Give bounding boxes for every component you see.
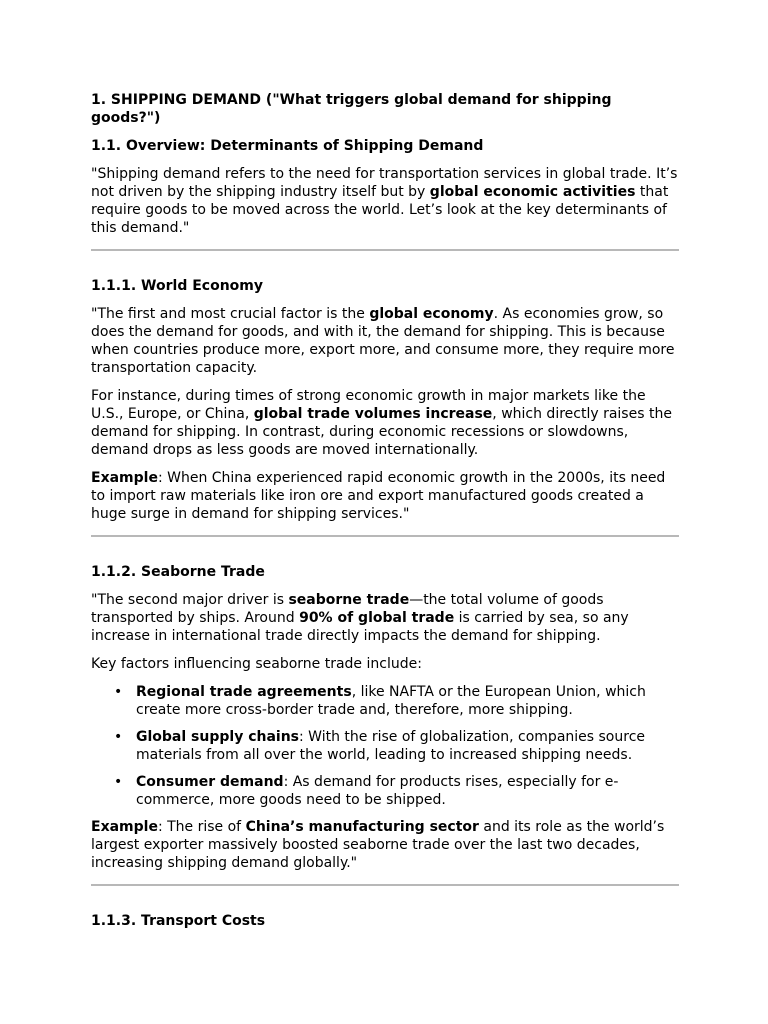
text-run: "The second major driver is [91, 592, 289, 608]
text-run: and its role as the world’s largest exporter massively boosted seaborne trade over the last two decades, increasing shipping demand globally." [91, 819, 665, 871]
transport-costs-heading: 1.1.3. Transport Costs [91, 913, 266, 929]
seaborne-trade-heading: 1.1.2. Seaborne Trade [91, 564, 265, 580]
world-economy-paragraph-1 [91, 305, 679, 377]
text-run: For instance, during times of strong economic growth in major markets like the U.S., Europe, or China, [91, 388, 646, 422]
text-run: "Shipping demand refers to the need for transportation services in global trade. It’s not driven by the shipping industry itself but by [91, 166, 678, 200]
list-item [136, 683, 679, 719]
text-run: "The first and most crucial factor is the [91, 306, 370, 322]
seaborne-paragraph-2: Key factors influencing seaborne trade include: [91, 656, 422, 672]
text-run: , which directly raises the demand for shipping. In contrast, during economic recessions or slowdowns, demand drops as less goods are moved internationally. [91, 406, 672, 458]
text-run: —the total volume of goods transported by ships. Around [91, 592, 604, 626]
text-run: . As economies grow, so does the demand for goods, and with it, the demand for shipping. This is because when countries produce more, export more, and consume more, they require more transportation capacity. [91, 306, 675, 376]
bold-text: global trade volumes increase [253, 406, 493, 422]
bold-text: Consumer demand [136, 774, 284, 790]
text-run: : When China experienced rapid economic growth in the 2000s, its need to import raw materials like iron ore and export manufactured goods created a huge surge in demand for shipping services." [91, 470, 666, 522]
text-run: that require goods to be moved across the world. Let’s look at the key determinants of this demand." [91, 184, 669, 236]
divider [91, 884, 679, 886]
bold-text: China’s manufacturing sector [245, 819, 479, 835]
divider [91, 249, 679, 251]
subsection-heading: 1.1. Overview: Determinants of Shipping Demand [91, 138, 484, 154]
bold-text: 90% of global trade [299, 610, 455, 626]
bold-text: global economic activities [429, 184, 636, 200]
section-heading: 1. SHIPPING DEMAND ("What triggers global demand for shipping goods?") [91, 92, 612, 126]
bold-text: Global supply chains [136, 729, 300, 745]
divider [91, 535, 679, 537]
text-run: : As demand for products rises, especially for e-commerce, more goods need to be shipped. [136, 774, 619, 808]
text-run: , like NAFTA or the European Union, which create more cross-border trade and, therefore, more shipping. [136, 684, 646, 718]
text-run: : The rise of [157, 819, 246, 835]
example-label: Example [91, 819, 158, 835]
world-economy-example [91, 469, 679, 523]
bold-text: Regional trade agreements [136, 684, 352, 700]
seaborne-example [91, 818, 679, 872]
seaborne-paragraph-1 [91, 591, 679, 645]
example-label: Example [91, 470, 158, 486]
document-page [91, 91, 679, 940]
world-economy-heading: 1.1.1. World Economy [91, 278, 263, 294]
world-economy-paragraph-2 [91, 387, 679, 459]
overview-paragraph [91, 165, 679, 237]
factor-list [91, 683, 679, 809]
text-run: : With the rise of globalization, companies source materials from all over the world, leading to increased shipping needs. [136, 729, 646, 763]
text-run: is carried by sea, so any increase in international trade directly impacts the demand for shipping. [91, 610, 629, 644]
bold-text: seaborne trade [288, 592, 410, 608]
bold-text: global economy [369, 306, 494, 322]
list-item [136, 728, 679, 764]
list-item [136, 773, 679, 809]
